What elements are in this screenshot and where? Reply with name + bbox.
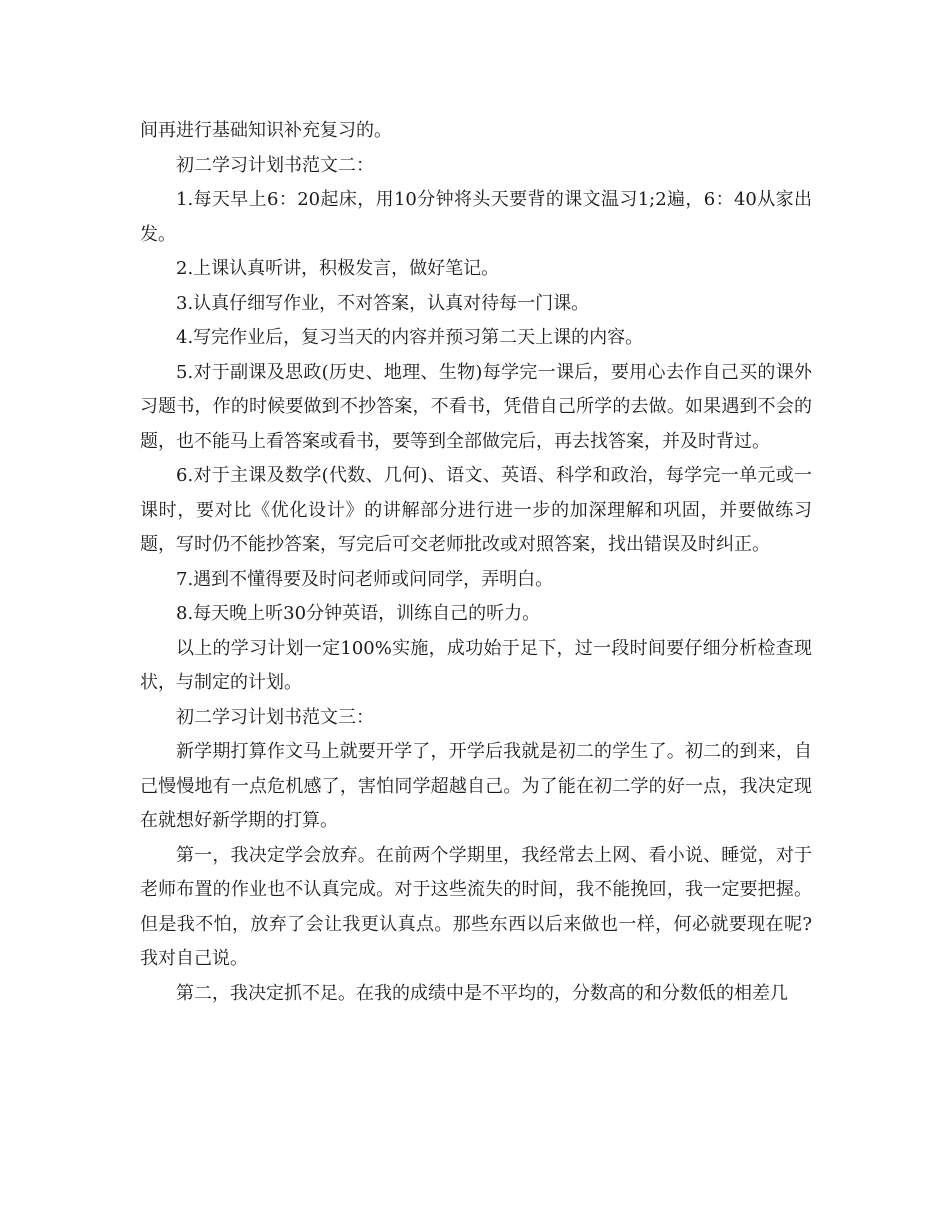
document-page	[140, 114, 812, 1011]
paragraph-intro: 新学期打算作文马上就要开学了，开学后我就是初二的学生了。初二的到来，自己慢慢地有一点危机感了，害怕同学超越自己。为了能在初二学的好一点，我决定现在就想好新学期的打算。	[140, 741, 812, 831]
list-item-4: 4.写完作业后，复习当天的内容并预习第二天上课的内容。	[176, 327, 644, 348]
list-item-5: 5.对于副课及思政(历史、地理、生物)每学完一课后，要用心去作自己买的课外习题书，作的时候要做到不抄答案，不看书，凭借自己所学的去做。如果遇到不会的题，也不能马上看答案或看书，要等到全部做完后，再去找答案，并及时背过。	[140, 361, 812, 452]
section-heading-example-2: 初二学习计划书范文二：	[176, 154, 374, 176]
list-item-1: 1.每天早上6：20起床，用10分钟将头天要背的课文温习1;2遍，6：40从家出发。	[140, 189, 812, 245]
summary-paragraph: 以上的学习计划一定100%实施，成功始于足下，过一段时间要仔细分析检查现状，与制定的计划。	[140, 637, 812, 693]
list-item-8: 8.每天晚上听30分钟英语，训练自己的听力。	[176, 603, 541, 624]
paragraph-first: 第一，我决定学会放弃。在前两个学期里，我经常去上网、看小说、睡觉，对于老师布置的作业也不认真完成。对于这些流失的时间，我不能挽回，我一定要把握。但是我不怕，放弃了会让我更认真点。那些东西以后来做也一样，何必就要现在呢?我对自己说。	[140, 844, 812, 969]
list-item-7: 7.遇到不懂得要及时问老师或问同学，弄明白。	[176, 568, 554, 590]
list-item-6: 6.对于主课及数学(代数、几何)、语文、英语、科学和政治，每学完一单元或一课时，要对比《优化设计》的讲解部分进行进一步的加深理解和巩固，并要做练习题，写时仍不能抄答案，写完后可交老师批改或对照答案，找出错误及时纠正。	[140, 465, 812, 555]
paragraph-second: 第二，我决定抓不足。在我的成绩中是不平均的，分数高的和分数低的相差几	[176, 982, 788, 1004]
paragraph-1: 间再进行基础知识补充复习的。	[140, 120, 392, 141]
list-item-2: 2.上课认真听讲，积极发言，做好笔记。	[176, 258, 500, 279]
section-heading-example-3: 初二学习计划书范文三：	[176, 706, 374, 728]
list-item-3: 3.认真仔细写作业，不对答案，认真对待每一门课。	[176, 292, 590, 314]
